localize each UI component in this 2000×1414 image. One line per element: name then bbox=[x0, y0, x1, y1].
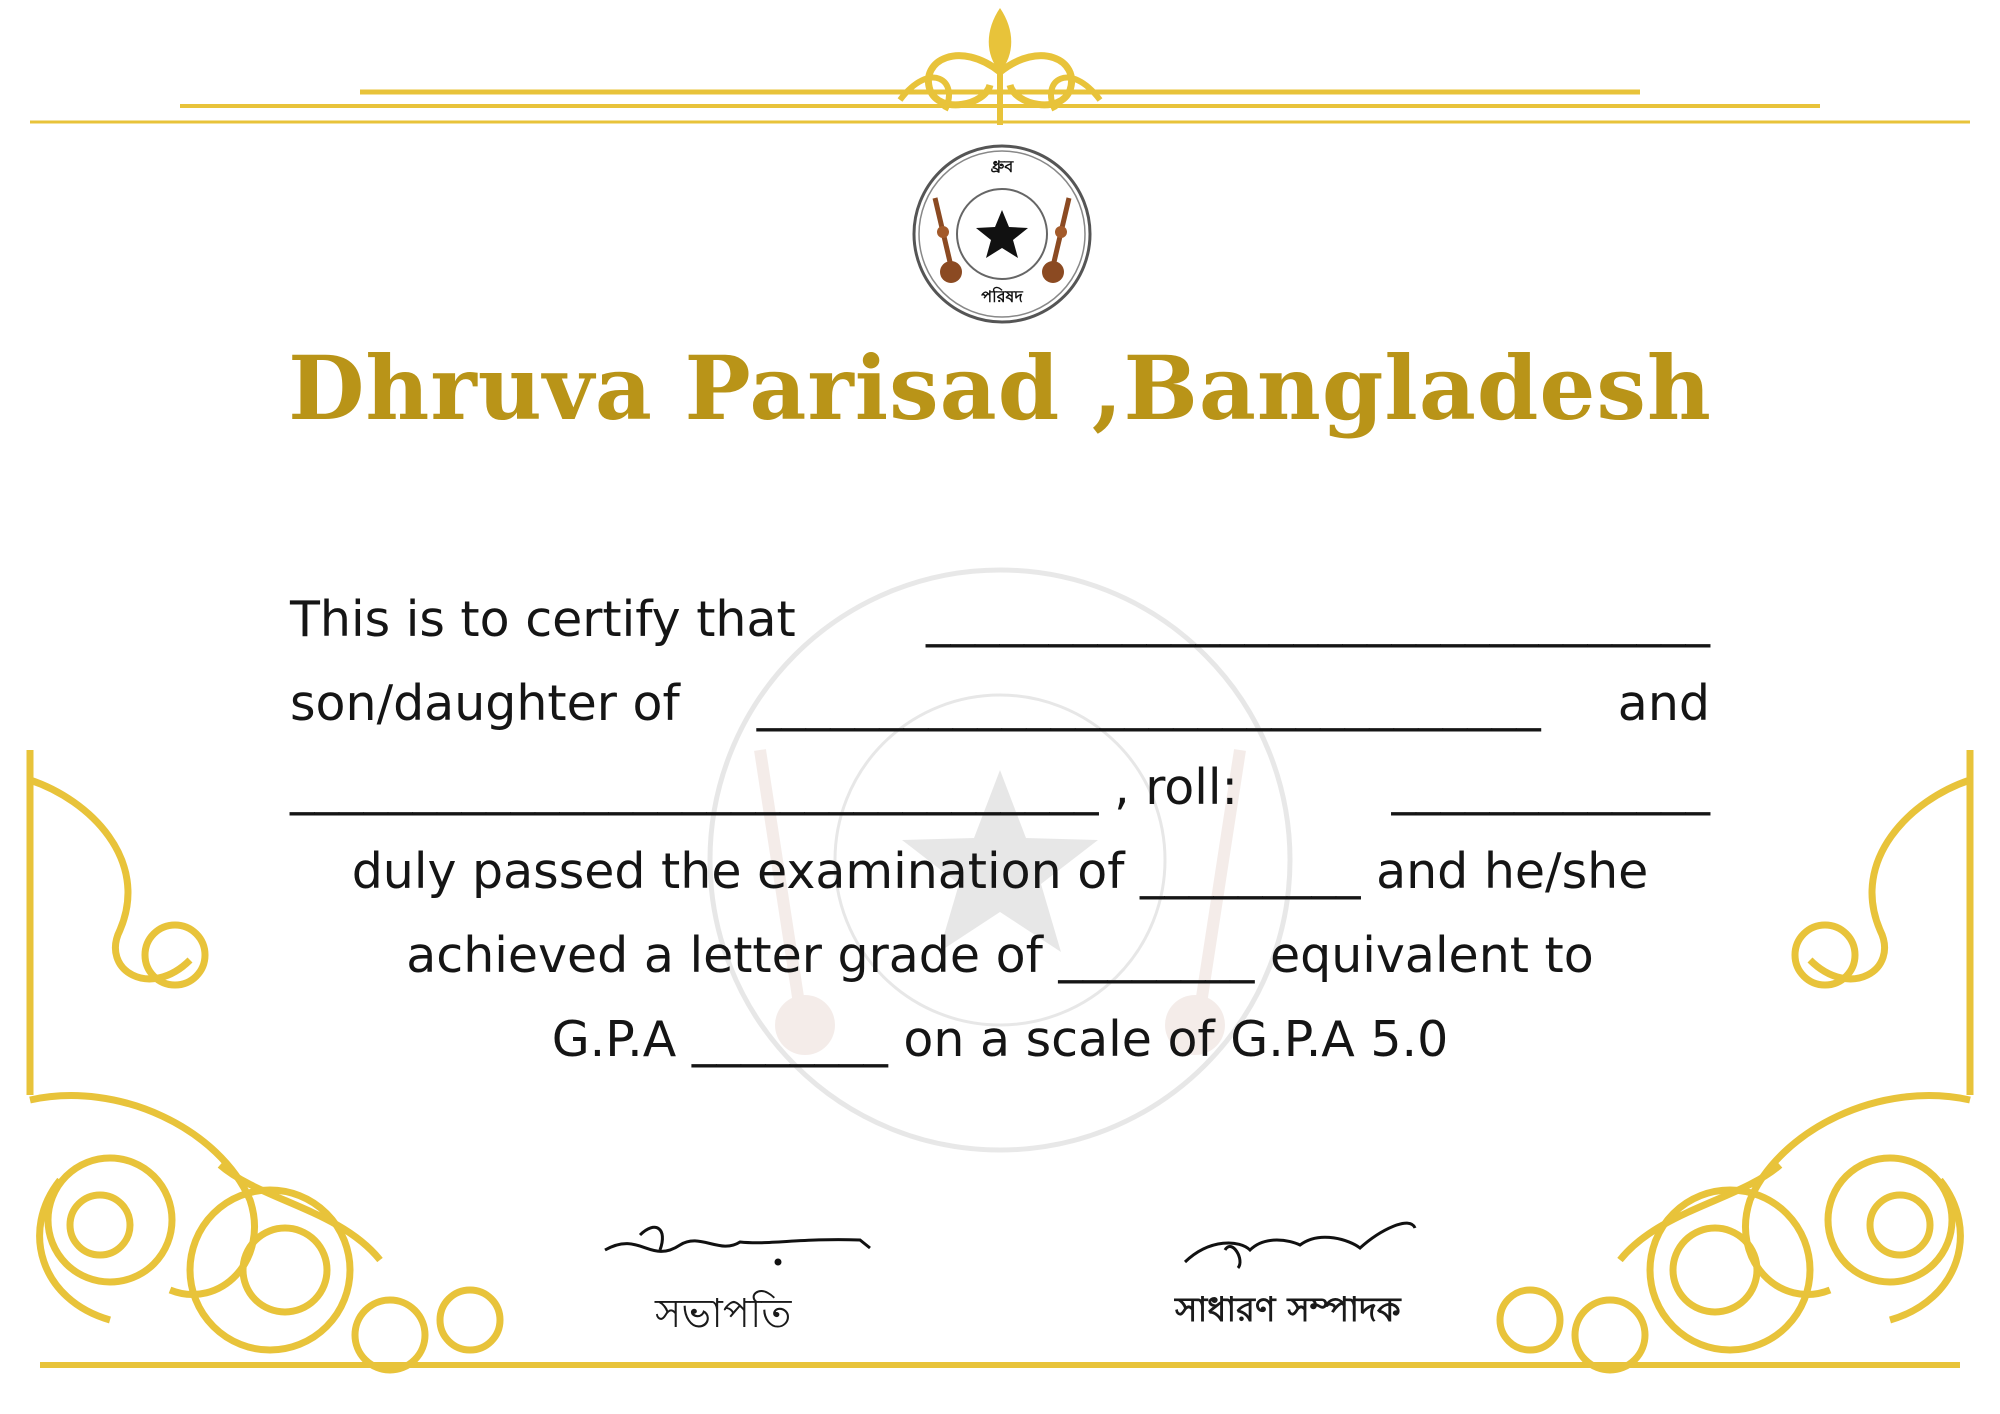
secretary-signature bbox=[1185, 1223, 1415, 1268]
top-ornament bbox=[30, 8, 1970, 125]
certify-label: This is to certify that bbox=[290, 591, 796, 648]
seal-logo bbox=[914, 146, 1090, 322]
body-line-4 bbox=[290, 830, 1710, 914]
president-signature bbox=[605, 1227, 870, 1264]
secretary-label: সাধারণ সম্পাদক bbox=[1175, 1290, 1401, 1330]
grade-text: achieved a letter grade of ________ equivalent to bbox=[406, 927, 1594, 984]
body-line-1 bbox=[290, 578, 1710, 662]
roll-blank: _____________ bbox=[1391, 759, 1710, 816]
body-line-3 bbox=[290, 746, 1710, 830]
body-line-6 bbox=[290, 998, 1710, 1082]
gpa-text: G.P.A ________ on a scale of G.P.A 5.0 bbox=[551, 1011, 1449, 1068]
president-label: সভাপতি bbox=[655, 1291, 792, 1337]
and-label: and bbox=[1617, 675, 1710, 732]
second-parent-and-roll: _________________________________ , roll: bbox=[290, 759, 1239, 816]
seal-bottom-text: পরিষদ bbox=[981, 287, 1023, 306]
name-blank: ________________________________ bbox=[926, 591, 1710, 648]
body-line-2 bbox=[290, 662, 1710, 746]
parent-blank: ________________________________ bbox=[756, 675, 1541, 732]
body-line-5 bbox=[290, 914, 1710, 998]
seal-top-text: ধ্রুব bbox=[990, 157, 1014, 176]
parent-label: son/daughter of bbox=[290, 675, 680, 732]
examination-text: duly passed the examination of _________ and he/she bbox=[351, 843, 1649, 900]
certificate-title: Dhruva Parisad ,Bangladesh bbox=[288, 336, 1712, 440]
certificate-body bbox=[290, 578, 1710, 1082]
